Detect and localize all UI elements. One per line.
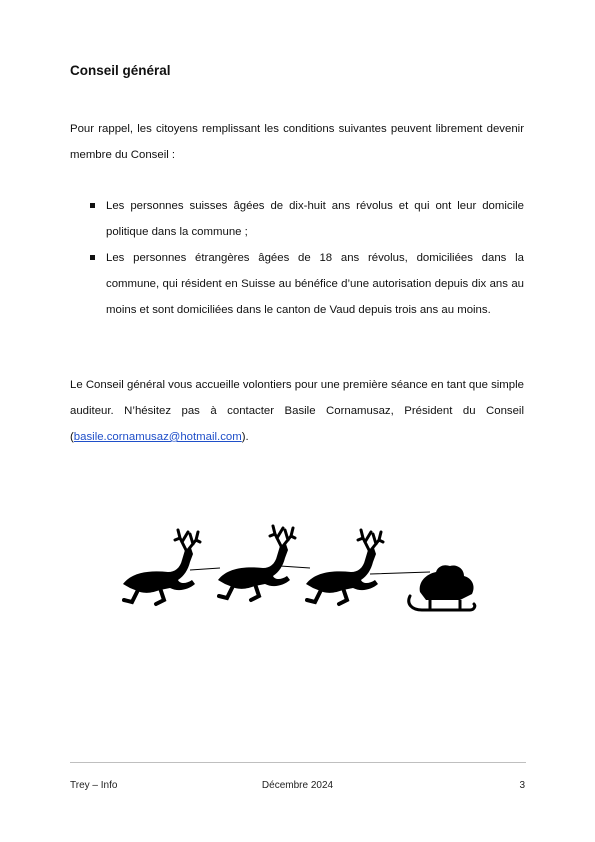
- footer-publication: Trey – Info: [70, 780, 118, 791]
- closing-text: Le Conseil général vous accueille volontiers pour une première séance en tant que simple auditeur. N’hésitez pas à contacter Basile Cornamusaz, Président du Conseil (: [70, 379, 524, 443]
- santa-sleigh-reindeer-silhouette-icon: [120, 522, 480, 622]
- reindeer-icon: [123, 530, 200, 604]
- closing-end: ).: [241, 431, 249, 443]
- reindeer-icon: [218, 526, 295, 600]
- reindeer-icon: [306, 530, 383, 604]
- intro-paragraph: Pour rappel, les citoyens remplissant les conditions suivantes peuvent librement devenir membre du Conseil :: [70, 123, 524, 161]
- list-item: [70, 245, 524, 323]
- list-item: [70, 193, 524, 245]
- section-heading: Conseil général: [70, 63, 171, 78]
- list-item-text: Les personnes étrangères âgées de 18 ans révolus, domiciliées dans la commune, qui résident en Suisse au bénéfice d’une autorisation depuis dix ans au moins et sont domiciliées dans le canton de Vaud depuis trois ans au moins.: [106, 252, 524, 316]
- footer-date: Décembre 2024: [261, 780, 334, 791]
- list-item-text: Les personnes suisses âgées de dix-huit ans révolus et qui ont leur domicile politique dans la commune ;: [106, 200, 524, 238]
- page-number: 3: [519, 780, 525, 791]
- bullet-icon: [90, 203, 95, 208]
- closing-paragraph: [70, 372, 524, 450]
- bullet-icon: [90, 255, 95, 260]
- email-link[interactable]: basile.cornamusaz@hotmail.com: [73, 431, 242, 443]
- conditions-list: [70, 193, 524, 323]
- footer-divider: [70, 762, 526, 763]
